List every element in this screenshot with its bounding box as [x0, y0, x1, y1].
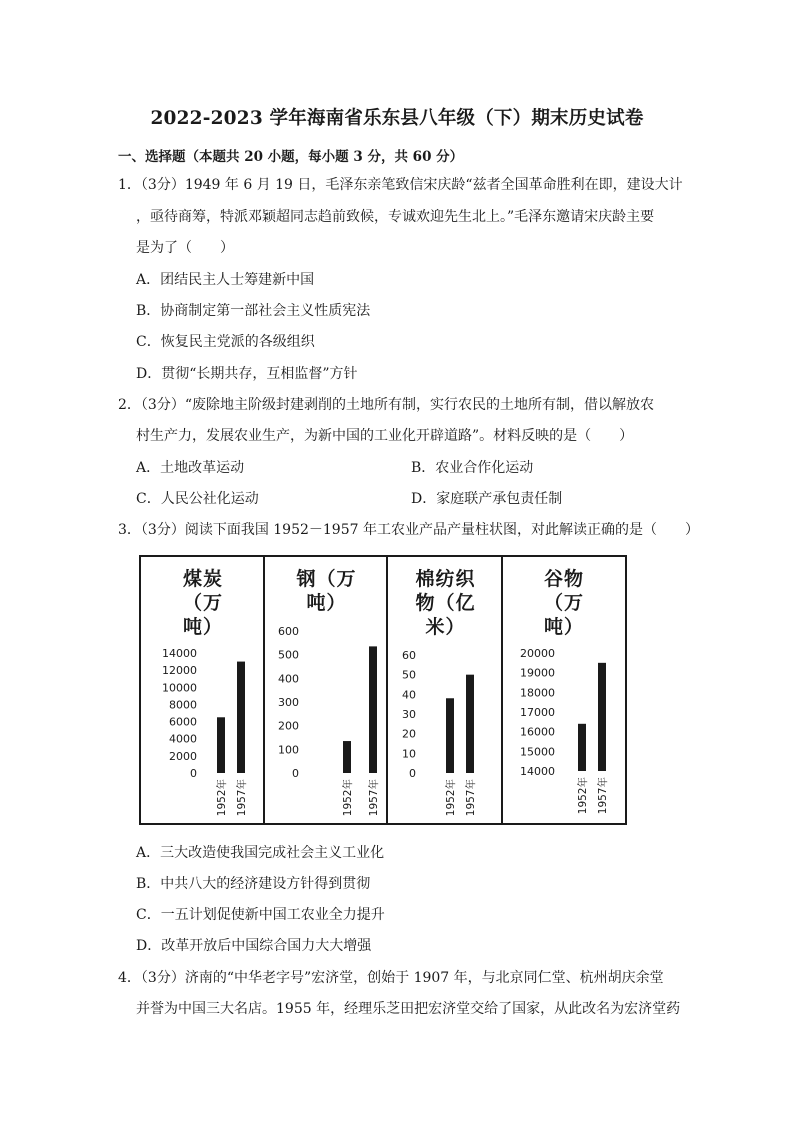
chart-plot-coal [141, 557, 265, 823]
question-4-line: 并誉为中国三大名店。1955 年，经理乐芝田把宏济堂交给了国家，从此改名为宏济堂药 [136, 1001, 681, 1017]
chart-title-line: （万 [543, 592, 584, 614]
bar-1957年 [369, 646, 377, 773]
chart-panel-coal [139, 555, 267, 825]
y-tick-label: 18000 [520, 686, 555, 700]
y-tick-label: 10 [402, 747, 416, 761]
question-1-line: ，亟待商筹，特派邓颖超同志趋前致候，专诚欢迎先生北上。”毛泽东邀请宋庆龄主要 [136, 209, 655, 225]
question-2-option-b[interactable]: B．农业合作化运动 [411, 460, 534, 476]
chart-title-line: 棉纺织 [415, 568, 476, 590]
question-3-option-a[interactable]: A．三大改造使我国完成社会主义工业化 [136, 845, 385, 861]
y-tick-label: 12000 [162, 664, 197, 678]
question-2-option-c[interactable]: C．人民公社化运动 [136, 491, 259, 507]
y-tick-label: 8000 [169, 698, 197, 712]
page-title: 2022-2023 学年海南省乐东县八年级（下）期末历史试卷 [150, 108, 644, 129]
y-tick-label: 15000 [520, 745, 555, 759]
chart-title-line: 吨） [182, 616, 223, 638]
x-category-label: 1952年 [577, 777, 589, 815]
y-tick-label: 30 [402, 708, 416, 721]
y-tick-label: 4000 [169, 732, 197, 746]
y-tick-label: 14000 [162, 647, 197, 660]
question-3-option-d[interactable]: D．改革开放后中国综合国力大大增强 [136, 938, 372, 954]
bar-1957年 [466, 675, 474, 773]
chart-plot-cotton [388, 557, 503, 823]
y-tick-label: 0 [292, 767, 299, 780]
bar-1952年 [343, 741, 351, 773]
chart-title-line: 吨） [543, 616, 584, 638]
x-category-label: 1952年 [445, 779, 457, 817]
y-tick-label: 50 [402, 668, 416, 682]
y-tick-label: 100 [278, 743, 299, 757]
y-tick-label: 0 [409, 767, 416, 780]
y-tick-label: 20 [402, 727, 416, 741]
y-tick-label: 10000 [162, 681, 197, 695]
bar-1957年 [237, 662, 245, 773]
question-3-option-b[interactable]: B．中共八大的经济建设方针得到贯彻 [136, 876, 371, 892]
chart-title-line: （万 [182, 592, 223, 614]
question-1-option-d[interactable]: D．贯彻“长期共存，互相监督”方针 [136, 366, 358, 382]
y-tick-label: 20000 [520, 647, 555, 660]
question-1-line: 1．（3分）1949 年 6 月 19 日，毛泽东亲笔致信宋庆龄“兹者全国革命胜利在即，建设大计 [118, 177, 683, 193]
y-tick-label: 19000 [520, 666, 555, 680]
y-tick-label: 6000 [169, 715, 197, 729]
bar-1952年 [217, 717, 225, 773]
y-tick-label: 16000 [520, 725, 555, 739]
bar-charts-figure [139, 555, 623, 821]
bar-1957年 [598, 663, 606, 771]
chart-title-line: 钢（万 [296, 568, 357, 590]
chart-plot-steel [265, 557, 388, 823]
y-tick-label: 0 [190, 767, 197, 780]
question-2-option-a[interactable]: A．土地改革运动 [136, 460, 245, 476]
y-tick-label: 17000 [520, 706, 555, 719]
y-tick-label: 2000 [169, 749, 197, 763]
y-tick-label: 600 [278, 625, 299, 638]
chart-panel-grain [501, 555, 627, 825]
question-2-line: 村生产力，发展农业生产，为新中国的工业化开辟道路”。材料反映的是（ ） [136, 428, 634, 444]
x-category-label: 1957年 [236, 779, 248, 817]
question-1-option-c[interactable]: C．恢复民主党派的各级组织 [136, 334, 315, 350]
bar-1952年 [578, 724, 586, 771]
question-1-option-b[interactable]: B．协商制定第一部社会主义性质宪法 [136, 303, 371, 319]
chart-title-line: 谷物 [543, 568, 584, 590]
chart-panel-steel [263, 555, 390, 825]
chart-title-line: 米） [425, 616, 466, 638]
question-3-option-c[interactable]: C．一五计划促使新中国工农业全力提升 [136, 907, 385, 923]
chart-title-line: 物（亿 [415, 592, 476, 614]
question-1-line: 是为了（ ） [136, 240, 234, 256]
x-category-label: 1957年 [465, 779, 477, 817]
question-3-line: 3．（3分）阅读下面我国 1952－1957 年工农业产品产量柱状图，对此解读正确的是（ ） [118, 522, 699, 538]
y-tick-label: 500 [278, 648, 299, 662]
y-tick-label: 14000 [520, 765, 555, 778]
chart-plot-grain [503, 557, 625, 823]
x-category-label: 1952年 [342, 779, 354, 817]
section-heading: 一、选择题（本题共 20 小题，每小题 3 分，共 60 分） [118, 149, 464, 165]
y-tick-label: 60 [402, 649, 416, 662]
chart-title-line: 煤炭 [182, 568, 223, 590]
chart-title-line: 吨） [306, 592, 347, 614]
bar-1952年 [446, 698, 454, 773]
chart-panel-cotton [386, 555, 505, 825]
y-tick-label: 300 [278, 696, 299, 709]
x-category-label: 1952年 [216, 779, 228, 817]
x-category-label: 1957年 [597, 777, 609, 815]
y-tick-label: 400 [278, 672, 299, 686]
x-category-label: 1957年 [368, 779, 380, 817]
question-2-option-d[interactable]: D．家庭联产承包责任制 [411, 491, 563, 507]
question-1-option-a[interactable]: A．团结民主人士筹建新中国 [136, 272, 315, 288]
y-tick-label: 200 [278, 719, 299, 733]
y-tick-label: 40 [402, 688, 416, 702]
question-2-line: 2．（3分）“废除地主阶级封建剥削的土地所有制，实行农民的土地所有制，借以解放农 [118, 397, 654, 413]
question-4-line: 4．（3分）济南的“中华老字号”宏济堂，创始于 1907 年，与北京同仁堂、杭州胡庆余堂 [118, 970, 664, 986]
